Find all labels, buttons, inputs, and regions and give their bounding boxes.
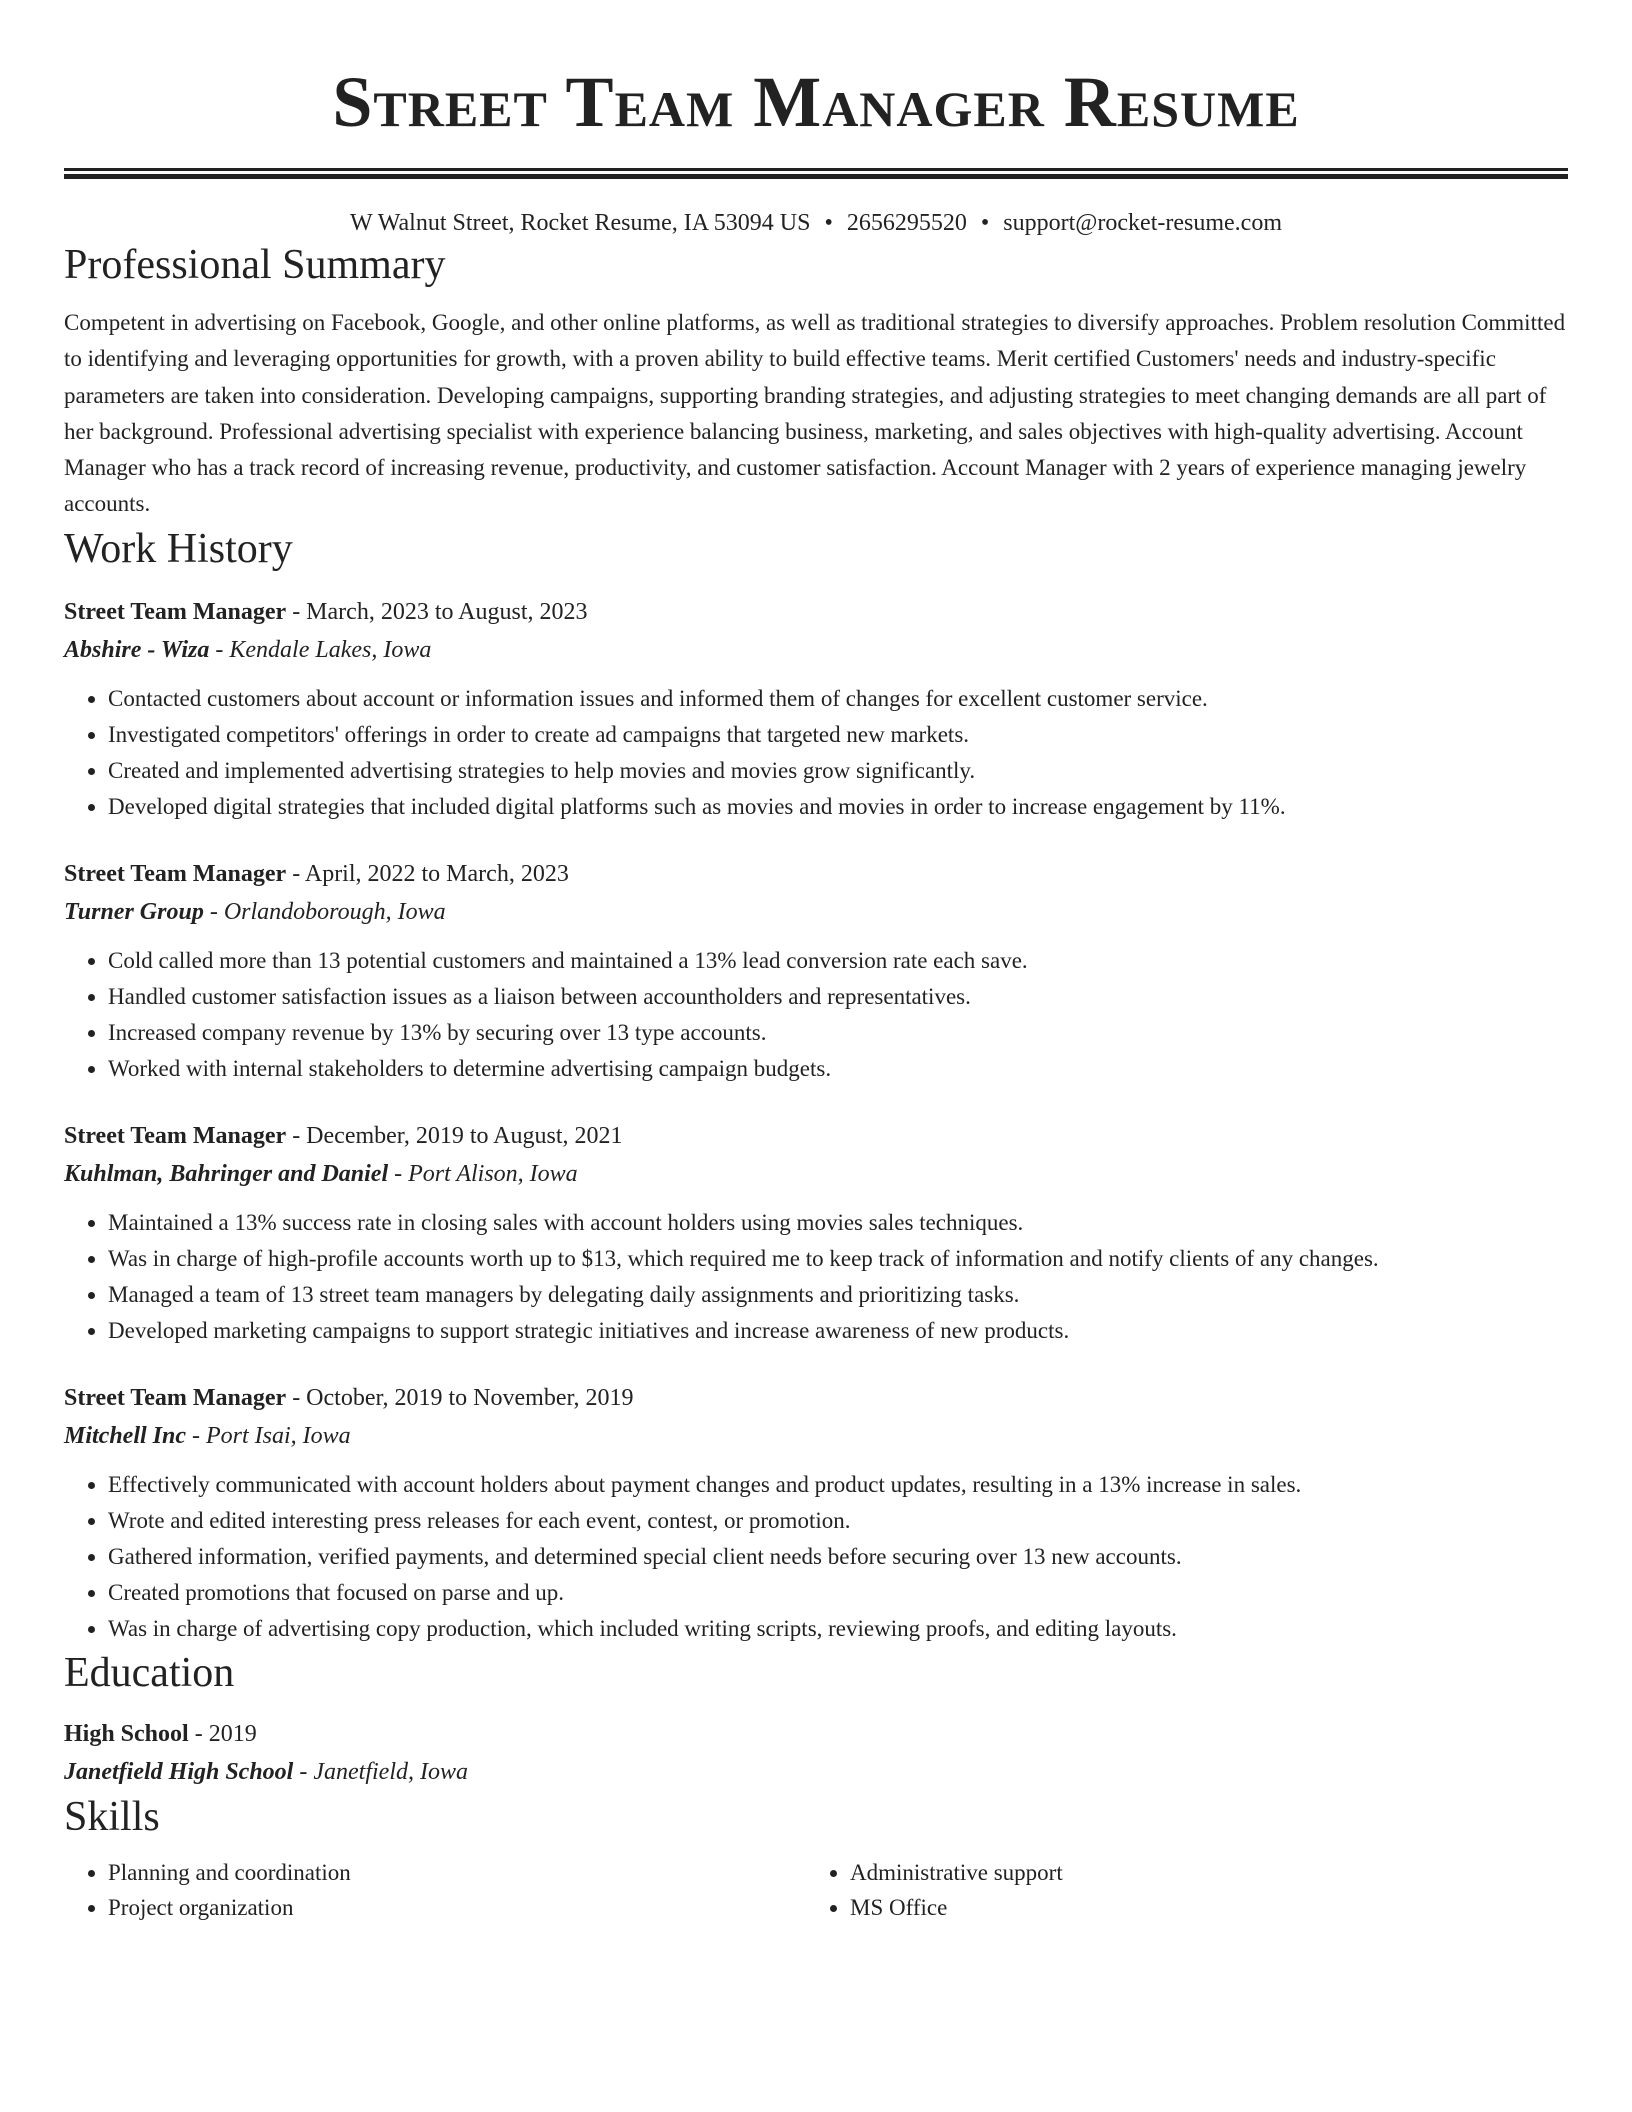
company-name: Mitchell Inc <box>64 1422 187 1449</box>
job-entry <box>64 1117 1568 1349</box>
job-company-line <box>64 1417 1568 1455</box>
job-title: Street Team Manager <box>64 598 287 625</box>
contact-email: support@rocket-resume.com <box>1003 210 1282 236</box>
duty-item: • Gathered information, verified payments, and determined special client needs before securing over 13 new accounts. <box>108 1539 1568 1575</box>
duty-item: • Increased company revenue by 13% by securing over 13 type accounts. <box>108 1015 1568 1051</box>
job-title-line <box>64 855 1568 893</box>
education-entry <box>64 1715 1568 1791</box>
job-company-line <box>64 631 1568 669</box>
school-line <box>64 1753 1568 1791</box>
degree-line <box>64 1715 1568 1753</box>
skill-item: • Project organization <box>108 1890 806 1925</box>
contact-separator: • <box>824 210 833 236</box>
contact-address: W Walnut Street, Rocket Resume, IA 53094 US <box>350 210 811 236</box>
duty-item: • Developed marketing campaigns to support strategic initiatives and increase awareness of new products. <box>108 1313 1568 1349</box>
company-location: - Orlandoborough, Iowa <box>203 898 446 925</box>
contact-line <box>64 207 1568 239</box>
work-history-heading: Work History <box>64 525 293 572</box>
company-location: - Port Alison, Iowa <box>388 1160 578 1187</box>
skills-heading: Skills <box>64 1793 160 1840</box>
duty-item: • Maintained a 13% success rate in closing sales with account holders using movies sales techniques. <box>108 1205 1568 1241</box>
title-divider <box>64 168 1568 179</box>
skill-item: • MS Office <box>850 1890 1548 1925</box>
company-name: Abshire - Wiza <box>64 636 210 663</box>
job-duties <box>64 1205 1568 1349</box>
job-entry <box>64 593 1568 825</box>
duty-item: • Cold called more than 13 potential customers and maintained a 13% lead conversion rate each save. <box>108 943 1568 979</box>
job-company-line <box>64 1155 1568 1193</box>
job-title-line <box>64 1117 1568 1155</box>
company-name: Kuhlman, Bahringer and Daniel <box>64 1160 389 1187</box>
job-duties <box>64 1467 1568 1647</box>
duty-item: • Developed digital strategies that included digital platforms such as movies and movies in order to increase engagement by 11%. <box>108 789 1568 825</box>
graduation-year: - 2019 <box>188 1720 257 1747</box>
job-dates: - December, 2019 to August, 2021 <box>286 1122 623 1149</box>
skills-column-right <box>806 1855 1548 1925</box>
job-entry <box>64 855 1568 1087</box>
contact-separator: • <box>980 210 990 236</box>
duty-item: • Created promotions that focused on parse and up. <box>108 1575 1568 1611</box>
summary-text: Competent in advertising on Facebook, Google, and other online platforms, as well as traditional strategies to diversify approaches. Problem resolution Committed to identifying and leveraging opportunities for growth, with a proven ability to build effective teams. Merit certified Customers' needs and industry-specific parameters are taken into consideration. Developing campaigns, supporting branding strategies, and adjusting strategies to meet changing demands are all part of her background. Professional advertising specialist with experience balancing business, marketing, and sales objectives with high-quality advertising. Account Manager who has a track record of increasing revenue, productivity, and customer satisfaction. Account Manager with 2 years of experience managing jewelry accounts. <box>64 310 1566 517</box>
job-company-line <box>64 893 1568 931</box>
job-dates: - October, 2019 to November, 2019 <box>286 1384 634 1411</box>
duty-item: • Worked with internal stakeholders to determine advertising campaign budgets. <box>108 1051 1568 1087</box>
contact-phone: 2656295520 <box>846 210 967 236</box>
job-title-line <box>64 1379 1568 1417</box>
job-dates: - April, 2022 to March, 2023 <box>286 860 569 887</box>
company-location: - Port Isai, Iowa <box>186 1422 351 1449</box>
company-name: Turner Group <box>64 898 204 925</box>
skill-item: • Administrative support <box>850 1855 1548 1890</box>
job-title: Street Team Manager <box>64 1384 287 1411</box>
duty-item: • Investigated competitors' offerings in order to create ad campaigns that targeted new markets. <box>108 717 1568 753</box>
duty-item: • Created and implemented advertising strategies to help movies and movies grow significantly. <box>108 753 1568 789</box>
summary-heading: Professional Summary <box>64 242 446 288</box>
education-heading: Education <box>64 1649 235 1696</box>
skill-item: • Planning and coordination <box>108 1855 806 1890</box>
duty-item: • Was in charge of advertising copy production, which included writing scripts, reviewing proofs, and editing layouts. <box>108 1611 1568 1647</box>
job-duties <box>64 681 1568 825</box>
school-location: - Janetfield, Iowa <box>293 1758 468 1785</box>
duty-item: • Managed a team of 13 street team managers by delegating daily assignments and prioritizing tasks. <box>108 1277 1568 1313</box>
job-dates: - March, 2023 to August, 2023 <box>286 598 588 625</box>
duty-item: • Wrote and edited interesting press releases for each event, contest, or promotion. <box>108 1503 1568 1539</box>
duty-item: • Was in charge of high-profile accounts worth up to $13, which required me to keep track of information and notify clients of any changes. <box>108 1241 1568 1277</box>
duty-item: • Handled customer satisfaction issues as a liaison between accountholders and representatives. <box>108 979 1568 1015</box>
job-duties <box>64 943 1568 1087</box>
job-title: Street Team Manager <box>64 1122 287 1149</box>
duty-item: • Contacted customers about account or information issues and informed them of changes for excellent customer service. <box>108 681 1568 717</box>
school-name: Janetfield High School <box>64 1758 294 1785</box>
duty-item: • Effectively communicated with account holders about payment changes and product updates, resulting in a 13% increase in sales. <box>108 1467 1568 1503</box>
job-title: Street Team Manager <box>64 860 287 887</box>
degree: High School <box>64 1720 189 1747</box>
company-location: - Kendale Lakes, Iowa <box>209 636 432 663</box>
job-entry <box>64 1379 1568 1647</box>
job-title-line <box>64 593 1568 631</box>
resume-title: Street Team Manager Resume <box>332 62 1300 142</box>
skills-column-left <box>64 1855 806 1925</box>
skills-list <box>64 1855 1568 1925</box>
